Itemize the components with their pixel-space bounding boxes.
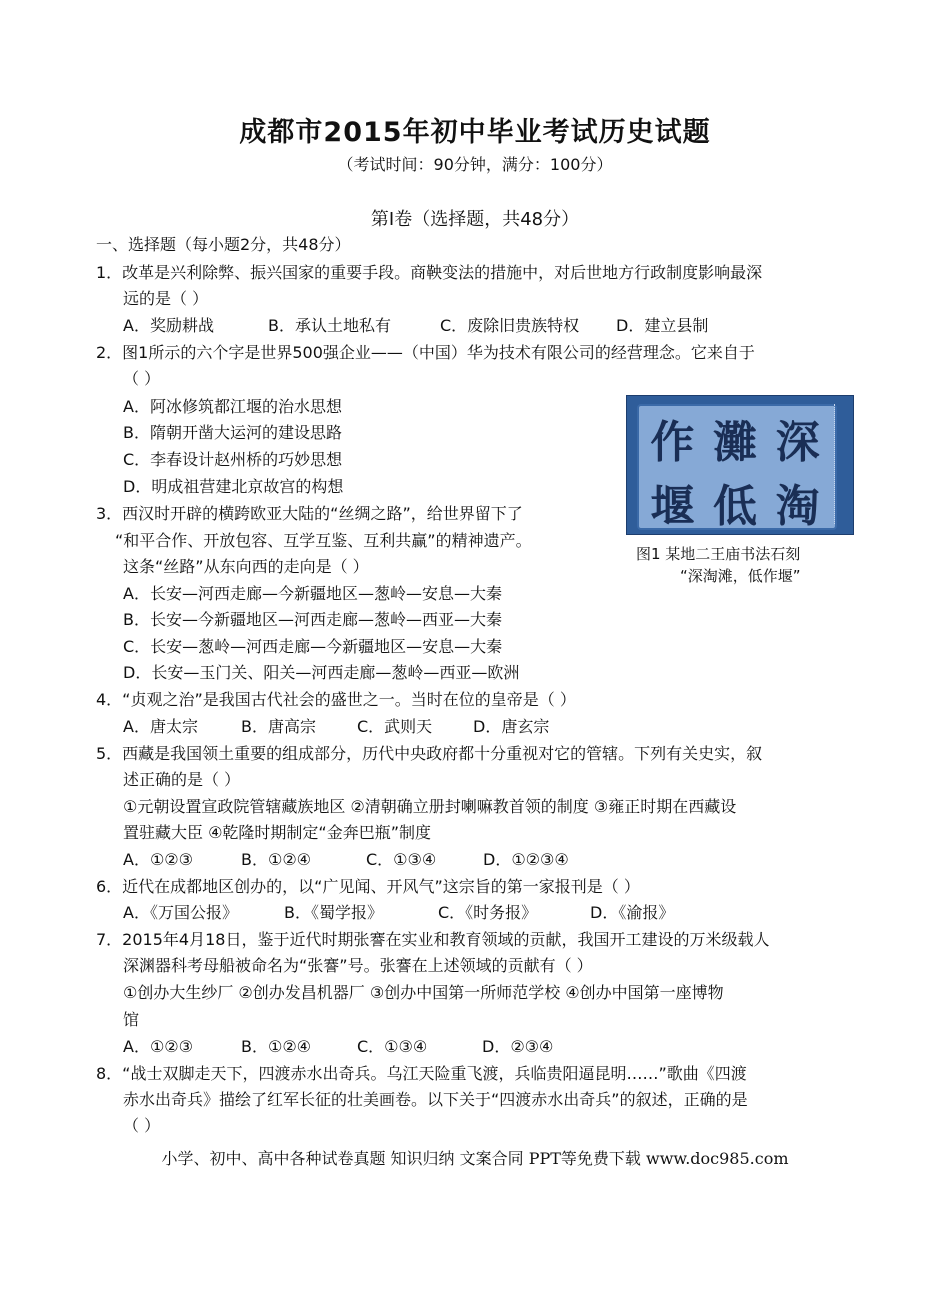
option-b: B．长安—今新疆地区—河西走廊—葱岭—西亚—大秦: [123, 610, 502, 629]
question-8-text: 8．“战士双脚走天下，四渡赤水出奇兵。乌江天险重飞渡，兵临贵阳逼昆明……”歌曲《四渡: [96, 1064, 747, 1083]
calligraphy-char: 作: [650, 417, 695, 468]
calligraphy-char: 灘: [712, 417, 757, 468]
calligraphy-char: 堰: [650, 481, 695, 532]
calligraphy-characters: [641, 406, 829, 532]
option-d: D．明成祖营建北京故宫的构想: [123, 477, 344, 496]
part-heading: 一、选择题（每小题2分，共48分）: [96, 235, 351, 254]
option-d: D．②③④: [482, 1037, 554, 1056]
option-d: D．①②③④: [483, 850, 569, 869]
question-2-text-cont: （ ）: [123, 369, 161, 388]
question-2-text: 2．图1所示的六个字是世界500强企业——（中国）华为技术有限公司的经营理念。它来自于: [96, 343, 755, 362]
question-6-text: 6．近代在成都地区创办的，以“广见闻、开风气”这宗旨的第一家报刊是（ ）: [96, 877, 640, 896]
exam-time-info: （考试时间：90分钟，满分：100分）: [337, 155, 613, 174]
calligraphy-char: 深: [775, 417, 820, 468]
option-c: C．武则天: [357, 717, 433, 736]
question-7-text-cont: 深渊器科考母船被命名为“张謇”号。张謇在上述领域的贡献有（ ）: [123, 956, 593, 975]
option-a: A．奖励耕战: [123, 316, 214, 335]
question-5-text-cont: 述正确的是（ ）: [123, 770, 241, 789]
option-d: D．长安—玉门关、阳关—河西走廊—葱岭—西亚—欧洲: [123, 663, 520, 682]
calligraphy-char: 低: [712, 481, 757, 532]
option-d: D．《渝报》: [590, 903, 675, 922]
exam-title: 成都市2015年初中毕业考试历史试题: [239, 117, 711, 148]
option-a: A．阿冰修筑都江堰的治水思想: [123, 397, 342, 416]
option-b: B．《蜀学报》: [284, 903, 383, 922]
question-7-statements: ①创办大生纱厂 ②创办发昌机器厂 ③创办中国第一所师范学校 ④创办中国第一座博物: [123, 983, 724, 1002]
option-c: C．《时务报》: [438, 903, 538, 922]
question-3-text: 3．西汉时开辟的横跨欧亚大陆的“丝绸之路”，给世界留下了: [96, 504, 523, 523]
question-3-text-cont2: 这条“丝路”从东向西的走向是（ ）: [123, 557, 369, 576]
question-3-text-cont: “和平合作、开放包容、互学互鉴、互利共赢”的精神遗产。: [115, 531, 532, 550]
question-7-text: 7．2015年4月18日，鉴于近代时期张謇在实业和教育领域的贡献，我国开工建设的万米级载人: [96, 930, 770, 949]
page-footer: 小学、初中、高中各种试卷真题 知识归纳 文案合同 PPT等免费下载 www.doc985.com: [161, 1149, 789, 1168]
option-b: B．唐高宗: [241, 717, 316, 736]
question-1-text: 1．改革是兴利除弊、振兴国家的重要手段。商鞅变法的措施中，对后世地方行政制度影响最深: [96, 263, 763, 282]
option-b: B．隋朝开凿大运河的建设思路: [123, 423, 342, 442]
calligraphy-char: 淘: [775, 481, 820, 532]
calligraphy-stone-image: [626, 395, 854, 535]
option-a: A．①②③: [123, 1037, 193, 1056]
option-c: C．李春设计赵州桥的巧妙思想: [123, 450, 343, 469]
figure-caption: 图1 某地二王庙书法石刻: [636, 545, 801, 563]
question-4-text: 4．“贞观之治”是我国古代社会的盛世之一。当时在位的皇帝是（ ）: [96, 690, 576, 709]
question-7-statements-cont: 馆: [123, 1010, 140, 1029]
section-heading: 第Ⅰ卷（选择题，共48分）: [370, 209, 580, 230]
option-c: C．①③④: [366, 850, 437, 869]
option-b: B．①②④: [241, 850, 312, 869]
question-5-text: 5．西藏是我国领土重要的组成部分，历代中央政府都十分重视对它的管辖。下列有关史实，叙: [96, 744, 763, 763]
question-5-statements: ①元朝设置宣政院管辖藏族地区 ②清朝确立册封喇嘛教首领的制度 ③雍正时期在西藏设: [123, 797, 737, 816]
option-c: C．①③④: [357, 1037, 428, 1056]
question-8-text-cont2: （ ）: [123, 1116, 161, 1135]
option-b: B．承认土地私有: [268, 316, 391, 335]
question-1-text-cont: 远的是（ ）: [123, 289, 209, 308]
question-5-statements-cont: 置驻藏大臣 ④乾隆时期制定“金奔巴瓶”制度: [123, 823, 432, 842]
option-c: C．长安—葱岭—河西走廊—今新疆地区—安息—大秦: [123, 637, 503, 656]
option-d: D．建立县制: [616, 316, 709, 335]
question-8-text-cont: 赤水出奇兵》描绘了红军长征的壮美画卷。以下关于“四渡赤水出奇兵”的叙述，正确的是: [123, 1090, 748, 1109]
option-a: A．长安—河西走廊—今新疆地区—葱岭—安息—大秦: [123, 584, 502, 603]
option-c: C．废除旧贵族特权: [440, 316, 580, 335]
option-b: B．①②④: [241, 1037, 312, 1056]
figure-caption-quote: “深淘滩，低作堰”: [680, 567, 801, 585]
option-a: A．①②③: [123, 850, 193, 869]
option-a: A．《万国公报》: [123, 903, 238, 922]
option-a: A．唐太宗: [123, 717, 198, 736]
inscription-side-text: [834, 404, 849, 524]
option-d: D．唐玄宗: [473, 717, 550, 736]
